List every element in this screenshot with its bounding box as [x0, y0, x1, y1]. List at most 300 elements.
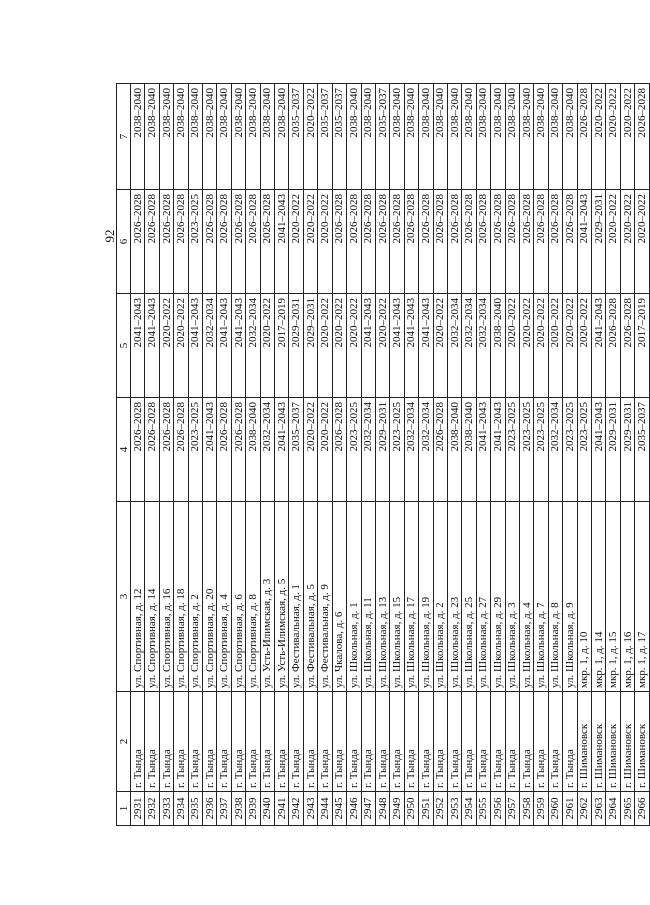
row-number-cell: 2943 — [303, 792, 317, 826]
period-cell-col6: 2026–2028 — [433, 190, 447, 294]
period-cell-col5: 2020–2022 — [159, 294, 173, 398]
period-cell-col5: 2038–2040 — [491, 294, 505, 398]
row-number-cell: 2959 — [534, 792, 548, 826]
locality-cell: г. Тында — [217, 692, 231, 792]
row-number-cell: 2938 — [231, 792, 245, 826]
row-number-cell: 2946 — [347, 792, 361, 826]
period-cell-col5: 2041–2043 — [217, 294, 231, 398]
period-cell-col6: 2041–2043 — [577, 190, 591, 294]
period-cell-col7: 2038–2040 — [131, 84, 145, 190]
address-cell: ул. Школьная, д. 2 — [433, 502, 447, 692]
table-row — [390, 84, 404, 826]
address-cell: ул. Спортивная, д. 20 — [203, 502, 217, 692]
locality-cell: г. Тында — [447, 692, 461, 792]
table-row — [231, 84, 245, 826]
period-cell-col6: 2023–2025 — [188, 190, 202, 294]
row-number-cell: 2954 — [462, 792, 476, 826]
table-body — [131, 84, 650, 826]
row-number-cell: 2955 — [476, 792, 490, 826]
table-row — [217, 84, 231, 826]
period-cell-col6: 2026–2028 — [476, 190, 490, 294]
locality-cell: г. Тында — [174, 692, 188, 792]
table-row — [476, 84, 490, 826]
locality-cell: г. Тында — [203, 692, 217, 792]
period-cell-col6: 2026–2028 — [534, 190, 548, 294]
period-cell-col5: 2041–2043 — [131, 294, 145, 398]
column-header: 4 — [117, 398, 131, 502]
period-cell-col4: 2023–2025 — [347, 398, 361, 502]
period-cell-col7: 2038–2040 — [563, 84, 577, 190]
period-cell-col4: 2038–2040 — [447, 398, 461, 502]
row-number-cell: 2952 — [433, 792, 447, 826]
row-number-cell: 2958 — [519, 792, 533, 826]
table-row — [246, 84, 260, 826]
table-row — [505, 84, 519, 826]
period-cell-col4: 2023–2025 — [534, 398, 548, 502]
locality-cell: г. Шимановск — [606, 692, 620, 792]
address-cell: ул. Школьная, д. 25 — [462, 502, 476, 692]
period-cell-col6: 2026–2028 — [332, 190, 346, 294]
address-cell: мкр. 1, д. 17 — [635, 502, 650, 692]
period-cell-col6: 2026–2028 — [174, 190, 188, 294]
period-cell-col7: 2020–2022 — [606, 84, 620, 190]
address-cell: ул. Фестивальная, д. 1 — [289, 502, 303, 692]
period-cell-col6: 2026–2028 — [145, 190, 159, 294]
period-cell-col7: 2038–2040 — [275, 84, 289, 190]
address-cell: ул. Спортивная, д. 18 — [174, 502, 188, 692]
period-cell-col4: 2029–2031 — [606, 398, 620, 502]
column-header: 7 — [117, 84, 131, 190]
table-row — [534, 84, 548, 826]
period-cell-col7: 2035–2037 — [332, 84, 346, 190]
period-cell-col7: 2026–2028 — [577, 84, 591, 190]
locality-cell: г. Тында — [231, 692, 245, 792]
locality-cell: г. Тында — [390, 692, 404, 792]
locality-cell: г. Тында — [548, 692, 562, 792]
row-number-cell: 2934 — [174, 792, 188, 826]
column-header: 6 — [117, 190, 131, 294]
period-cell-col7: 2038–2040 — [347, 84, 361, 190]
locality-cell: г. Тында — [145, 692, 159, 792]
address-cell: ул. Спортивная, д. 8 — [246, 502, 260, 692]
period-cell-col4: 2041–2043 — [592, 398, 606, 502]
period-cell-col7: 2020–2022 — [592, 84, 606, 190]
row-number-cell: 2951 — [419, 792, 433, 826]
period-cell-col7: 2038–2040 — [476, 84, 490, 190]
row-number-cell: 2949 — [390, 792, 404, 826]
row-number-cell: 2957 — [505, 792, 519, 826]
table-row — [462, 84, 476, 826]
period-cell-col4: 2020–2022 — [318, 398, 332, 502]
period-cell-col5: 2017–2019 — [275, 294, 289, 398]
period-cell-col7: 2038–2040 — [361, 84, 375, 190]
period-cell-col5: 2029–2031 — [303, 294, 317, 398]
row-number-cell: 2950 — [404, 792, 418, 826]
locality-cell: г. Тында — [433, 692, 447, 792]
row-number-cell: 2956 — [491, 792, 505, 826]
period-cell-col4: 2023–2025 — [577, 398, 591, 502]
period-cell-col6: 2026–2028 — [505, 190, 519, 294]
period-cell-col4: 2026–2028 — [217, 398, 231, 502]
address-cell: ул. Усть-Илимская, д. 5 — [275, 502, 289, 692]
address-cell: ул. Школьная, д. 3 — [505, 502, 519, 692]
address-cell: ул. Школьная, д. 19 — [419, 502, 433, 692]
row-number-cell: 2939 — [246, 792, 260, 826]
table-row — [131, 84, 145, 826]
locality-cell: г. Тында — [347, 692, 361, 792]
table-row — [174, 84, 188, 826]
period-cell-col7: 2038–2040 — [447, 84, 461, 190]
period-cell-col5: 2041–2043 — [390, 294, 404, 398]
period-cell-col5: 2041–2043 — [145, 294, 159, 398]
table-header-row — [117, 84, 131, 826]
schedule-table — [116, 83, 650, 826]
table-row — [318, 84, 332, 826]
row-number-cell: 2953 — [447, 792, 461, 826]
period-cell-col5: 2041–2043 — [404, 294, 418, 398]
locality-cell: г. Тында — [491, 692, 505, 792]
table-row — [145, 84, 159, 826]
period-cell-col4: 2023–2025 — [563, 398, 577, 502]
address-cell: ул. Школьная, д. 13 — [375, 502, 389, 692]
address-cell: мкр. 1, д. 16 — [620, 502, 634, 692]
period-cell-col4: 2020–2022 — [303, 398, 317, 502]
period-cell-col5: 2032–2034 — [203, 294, 217, 398]
period-cell-col6: 2029–2031 — [592, 190, 606, 294]
locality-cell: г. Тында — [563, 692, 577, 792]
period-cell-col5: 2020–2022 — [174, 294, 188, 398]
period-cell-col7: 2020–2022 — [303, 84, 317, 190]
address-cell: мкр. 1, д. 15 — [606, 502, 620, 692]
period-cell-col7: 2020–2022 — [620, 84, 634, 190]
period-cell-col5: 2032–2034 — [476, 294, 490, 398]
period-cell-col5: 2029–2031 — [289, 294, 303, 398]
column-header: 1 — [117, 792, 131, 826]
table-row — [606, 84, 620, 826]
row-number-cell: 2961 — [563, 792, 577, 826]
column-header: 2 — [117, 692, 131, 792]
table-row — [635, 84, 650, 826]
column-header: 5 — [117, 294, 131, 398]
period-cell-col5: 2020–2022 — [347, 294, 361, 398]
period-cell-col4: 2038–2040 — [246, 398, 260, 502]
period-cell-col4: 2023–2025 — [505, 398, 519, 502]
period-cell-col4: 2023–2025 — [519, 398, 533, 502]
address-cell: ул. Усть-Илимская, д. 3 — [260, 502, 274, 692]
period-cell-col5: 2032–2034 — [246, 294, 260, 398]
period-cell-col4: 2026–2028 — [332, 398, 346, 502]
locality-cell: г. Тында — [275, 692, 289, 792]
row-number-cell: 2942 — [289, 792, 303, 826]
period-cell-col6: 2026–2028 — [447, 190, 461, 294]
period-cell-col6: 2020–2022 — [635, 190, 650, 294]
row-number-cell: 2960 — [548, 792, 562, 826]
page-number: 92 — [102, 229, 117, 243]
period-cell-col6: 2026–2028 — [548, 190, 562, 294]
row-number-cell: 2963 — [592, 792, 606, 826]
period-cell-col7: 2038–2040 — [462, 84, 476, 190]
period-cell-col7: 2038–2040 — [548, 84, 562, 190]
table-row — [375, 84, 389, 826]
locality-cell: г. Тында — [289, 692, 303, 792]
locality-cell: г. Тында — [476, 692, 490, 792]
address-cell: ул. Спортивная, д. 6 — [231, 502, 245, 692]
period-cell-col6: 2020–2022 — [620, 190, 634, 294]
period-cell-col5: 2041–2043 — [361, 294, 375, 398]
locality-cell: г. Тында — [505, 692, 519, 792]
locality-cell: г. Тында — [318, 692, 332, 792]
period-cell-col6: 2026–2028 — [361, 190, 375, 294]
locality-cell: г. Тында — [260, 692, 274, 792]
period-cell-col5: 2020–2022 — [548, 294, 562, 398]
period-cell-col5: 2026–2028 — [620, 294, 634, 398]
address-cell: ул. Спортивная, д. 14 — [145, 502, 159, 692]
row-number-cell: 2935 — [188, 792, 202, 826]
period-cell-col4: 2029–2031 — [620, 398, 634, 502]
table-row — [188, 84, 202, 826]
table-row — [159, 84, 173, 826]
period-cell-col5: 2041–2043 — [419, 294, 433, 398]
period-cell-col6: 2026–2028 — [563, 190, 577, 294]
period-cell-col5: 2041–2043 — [188, 294, 202, 398]
period-cell-col6: 2026–2028 — [419, 190, 433, 294]
period-cell-col5: 2020–2022 — [433, 294, 447, 398]
period-cell-col6: 2026–2028 — [246, 190, 260, 294]
table-row — [592, 84, 606, 826]
period-cell-col4: 2032–2034 — [361, 398, 375, 502]
period-cell-col7: 2038–2040 — [534, 84, 548, 190]
period-cell-col4: 2032–2034 — [404, 398, 418, 502]
period-cell-col7: 2038–2040 — [260, 84, 274, 190]
address-cell: ул. Школьная, д. 4 — [519, 502, 533, 692]
locality-cell: г. Тында — [375, 692, 389, 792]
period-cell-col7: 2038–2040 — [419, 84, 433, 190]
table-row — [433, 84, 447, 826]
period-cell-col6: 2026–2028 — [217, 190, 231, 294]
table-row — [303, 84, 317, 826]
row-number-cell: 2948 — [375, 792, 389, 826]
row-number-cell: 2945 — [332, 792, 346, 826]
row-number-cell: 2966 — [635, 792, 650, 826]
locality-cell: г. Тында — [188, 692, 202, 792]
period-cell-col6: 2026–2028 — [131, 190, 145, 294]
period-cell-col4: 2041–2043 — [491, 398, 505, 502]
table-row — [347, 84, 361, 826]
locality-cell: г. Шимановск — [620, 692, 634, 792]
period-cell-col7: 2038–2040 — [174, 84, 188, 190]
column-header: 3 — [117, 502, 131, 692]
address-cell: ул. Чкалова, д. 6 — [332, 502, 346, 692]
period-cell-col6: 2026–2028 — [491, 190, 505, 294]
table-row — [519, 84, 533, 826]
period-cell-col6: 2020–2022 — [289, 190, 303, 294]
row-number-cell: 2936 — [203, 792, 217, 826]
locality-cell: г. Шимановск — [635, 692, 650, 792]
period-cell-col6: 2026–2028 — [159, 190, 173, 294]
period-cell-col4: 2035–2037 — [635, 398, 650, 502]
period-cell-col4: 2026–2028 — [145, 398, 159, 502]
period-cell-col4: 2029–2031 — [375, 398, 389, 502]
period-cell-col4: 2041–2043 — [476, 398, 490, 502]
table-row — [447, 84, 461, 826]
period-cell-col6: 2020–2022 — [606, 190, 620, 294]
table-row — [404, 84, 418, 826]
period-cell-col4: 2032–2034 — [260, 398, 274, 502]
period-cell-col7: 2038–2040 — [246, 84, 260, 190]
table-row — [548, 84, 562, 826]
period-cell-col7: 2038–2040 — [159, 84, 173, 190]
row-number-cell: 2933 — [159, 792, 173, 826]
table-row — [620, 84, 634, 826]
address-cell: ул. Школьная, д. 29 — [491, 502, 505, 692]
period-cell-col5: 2020–2022 — [375, 294, 389, 398]
locality-cell: г. Тында — [419, 692, 433, 792]
period-cell-col6: 2026–2028 — [375, 190, 389, 294]
locality-cell: г. Тында — [361, 692, 375, 792]
period-cell-col4: 2035–2037 — [289, 398, 303, 502]
table-row — [275, 84, 289, 826]
period-cell-col4: 2026–2028 — [131, 398, 145, 502]
address-cell: ул. Школьная, д. 7 — [534, 502, 548, 692]
locality-cell: г. Тында — [519, 692, 533, 792]
period-cell-col7: 2038–2040 — [390, 84, 404, 190]
period-cell-col5: 2041–2043 — [231, 294, 245, 398]
locality-cell: г. Тында — [462, 692, 476, 792]
period-cell-col4: 2026–2028 — [231, 398, 245, 502]
row-number-cell: 2964 — [606, 792, 620, 826]
period-cell-col6: 2026–2028 — [462, 190, 476, 294]
period-cell-col7: 2038–2040 — [145, 84, 159, 190]
period-cell-col5: 2020–2022 — [534, 294, 548, 398]
period-cell-col4: 2023–2025 — [188, 398, 202, 502]
address-cell: ул. Спортивная, д. 12 — [131, 502, 145, 692]
period-cell-col5: 2032–2034 — [447, 294, 461, 398]
period-cell-col4: 2041–2043 — [203, 398, 217, 502]
period-cell-col4: 2026–2028 — [174, 398, 188, 502]
period-cell-col7: 2038–2040 — [188, 84, 202, 190]
period-cell-col6: 2026–2028 — [260, 190, 274, 294]
period-cell-col4: 2032–2034 — [548, 398, 562, 502]
address-cell: ул. Фестивальная, д. 5 — [303, 502, 317, 692]
period-cell-col4: 2038–2040 — [462, 398, 476, 502]
table-row — [563, 84, 577, 826]
period-cell-col5: 2020–2022 — [260, 294, 274, 398]
table-row — [361, 84, 375, 826]
period-cell-col7: 2035–2037 — [375, 84, 389, 190]
period-cell-col7: 2038–2040 — [505, 84, 519, 190]
period-cell-col5: 2020–2022 — [332, 294, 346, 398]
table-row — [577, 84, 591, 826]
address-cell: мкр. 1, д. 14 — [592, 502, 606, 692]
period-cell-col5: 2020–2022 — [563, 294, 577, 398]
period-cell-col7: 2035–2037 — [318, 84, 332, 190]
period-cell-col5: 2017–2019 — [635, 294, 650, 398]
locality-cell: г. Шимановск — [592, 692, 606, 792]
row-number-cell: 2932 — [145, 792, 159, 826]
address-cell: ул. Спортивная, д. 4 — [217, 502, 231, 692]
row-number-cell: 2944 — [318, 792, 332, 826]
row-number-cell: 2937 — [217, 792, 231, 826]
period-cell-col7: 2038–2040 — [217, 84, 231, 190]
period-cell-col4: 2023–2025 — [390, 398, 404, 502]
period-cell-col7: 2035–2037 — [289, 84, 303, 190]
locality-cell: г. Тында — [404, 692, 418, 792]
period-cell-col7: 2038–2040 — [203, 84, 217, 190]
period-cell-col7: 2038–2040 — [491, 84, 505, 190]
period-cell-col6: 2020–2022 — [318, 190, 332, 294]
row-number-cell: 2965 — [620, 792, 634, 826]
table-row — [203, 84, 217, 826]
period-cell-col5: 2041–2043 — [592, 294, 606, 398]
address-cell: мкр. 1, д. 10 — [577, 502, 591, 692]
period-cell-col7: 2038–2040 — [404, 84, 418, 190]
period-cell-col6: 2041–2043 — [275, 190, 289, 294]
row-number-cell: 2941 — [275, 792, 289, 826]
row-number-cell: 2947 — [361, 792, 375, 826]
period-cell-col5: 2020–2022 — [577, 294, 591, 398]
table-row — [491, 84, 505, 826]
period-cell-col4: 2026–2028 — [159, 398, 173, 502]
locality-cell: г. Тында — [332, 692, 346, 792]
address-cell: ул. Школьная, д. 23 — [447, 502, 461, 692]
period-cell-col4: 2041–2043 — [275, 398, 289, 502]
address-cell: ул. Школьная, д. 1 — [347, 502, 361, 692]
period-cell-col5: 2020–2022 — [505, 294, 519, 398]
table-row — [289, 84, 303, 826]
period-cell-col6: 2020–2022 — [303, 190, 317, 294]
locality-cell: г. Тында — [159, 692, 173, 792]
period-cell-col5: 2026–2028 — [606, 294, 620, 398]
table-row — [419, 84, 433, 826]
address-cell: ул. Школьная, д. 11 — [361, 502, 375, 692]
address-cell: ул. Школьная, д. 15 — [390, 502, 404, 692]
row-number-cell: 2962 — [577, 792, 591, 826]
address-cell: ул. Спортивная, д. 2 — [188, 502, 202, 692]
period-cell-col4: 2026–2028 — [433, 398, 447, 502]
period-cell-col5: 2032–2034 — [462, 294, 476, 398]
period-cell-col5: 2020–2022 — [318, 294, 332, 398]
address-cell: ул. Школьная, д. 17 — [404, 502, 418, 692]
row-number-cell: 2940 — [260, 792, 274, 826]
address-cell: ул. Спортивная, д. 16 — [159, 502, 173, 692]
period-cell-col7: 2038–2040 — [433, 84, 447, 190]
period-cell-col5: 2020–2022 — [519, 294, 533, 398]
schedule-table-container — [116, 84, 650, 826]
row-number-cell: 2931 — [131, 792, 145, 826]
address-cell: ул. Школьная, д. 9 — [563, 502, 577, 692]
period-cell-col7: 2026–2028 — [635, 84, 650, 190]
period-cell-col6: 2026–2028 — [404, 190, 418, 294]
table-row — [332, 84, 346, 826]
period-cell-col7: 2038–2040 — [519, 84, 533, 190]
period-cell-col7: 2038–2040 — [231, 84, 245, 190]
locality-cell: г. Тында — [303, 692, 317, 792]
locality-cell: г. Тында — [534, 692, 548, 792]
address-cell: ул. Школьная, д. 27 — [476, 502, 490, 692]
period-cell-col6: 2026–2028 — [347, 190, 361, 294]
address-cell: ул. Фестивальная, д. 9 — [318, 502, 332, 692]
address-cell: ул. Школьная, д. 8 — [548, 502, 562, 692]
period-cell-col6: 2026–2028 — [231, 190, 245, 294]
locality-cell: г. Шимановск — [577, 692, 591, 792]
period-cell-col6: 2026–2028 — [519, 190, 533, 294]
period-cell-col6: 2026–2028 — [390, 190, 404, 294]
table-row — [260, 84, 274, 826]
locality-cell: г. Тында — [246, 692, 260, 792]
period-cell-col6: 2026–2028 — [203, 190, 217, 294]
period-cell-col4: 2032–2034 — [419, 398, 433, 502]
locality-cell: г. Тында — [131, 692, 145, 792]
